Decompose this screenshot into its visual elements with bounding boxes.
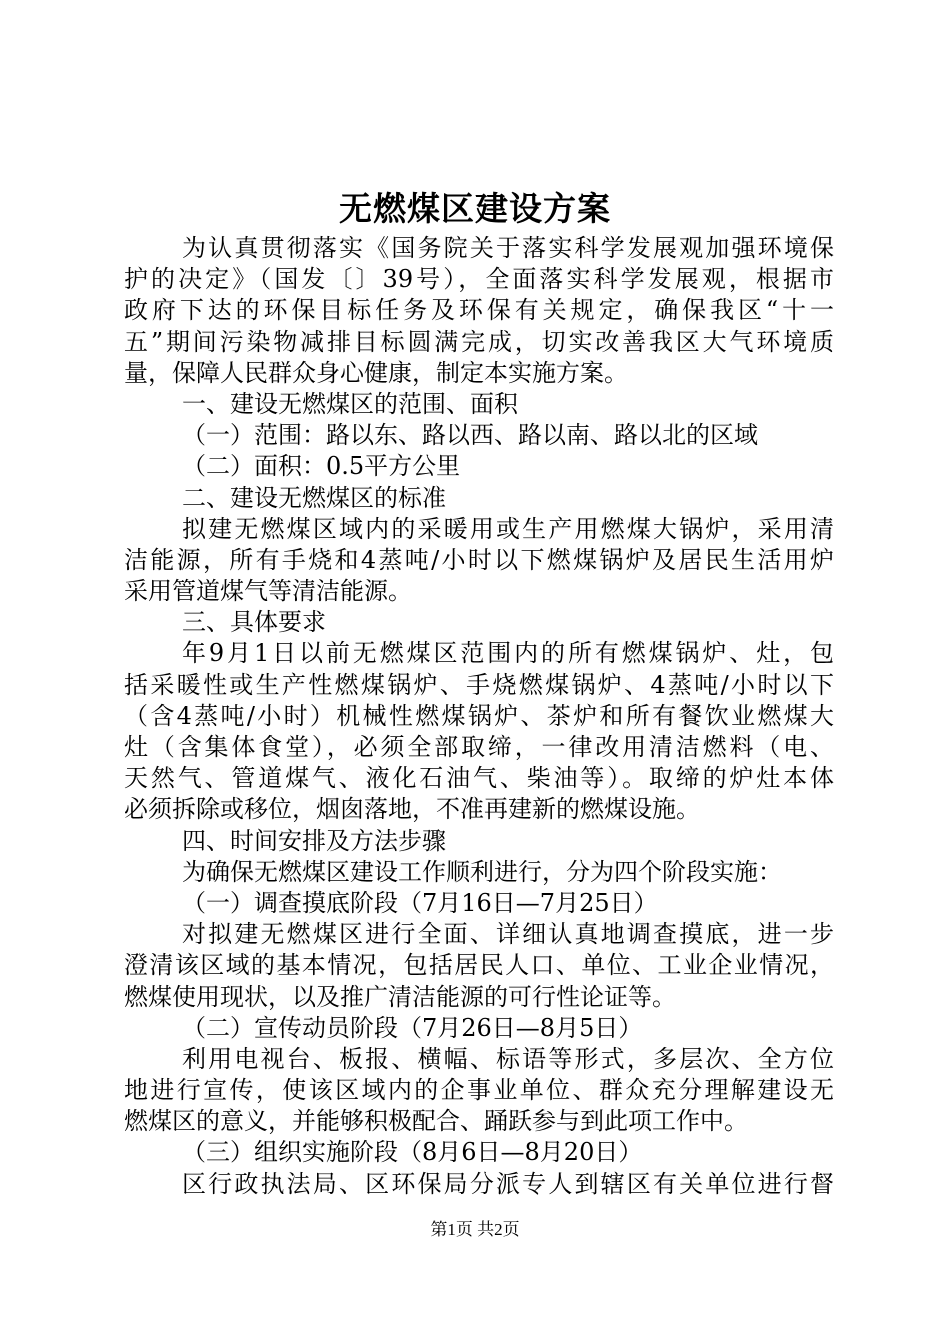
document-title: 无燃煤区建设方案 — [339, 189, 611, 228]
document-body — [124, 233, 834, 1200]
subsection-line: （三）组织实施阶段（8月6日—8月20日） — [182, 1138, 643, 1167]
paragraph-line: 五”期间污染物减排目标圆满完成，切实改善我区大气环境质 — [124, 327, 834, 356]
subsection-line: （二）面积：0.5平方公里 — [182, 452, 461, 481]
section-heading: 三、具体要求 — [182, 608, 326, 637]
paragraph-line: 为认真贯彻落实《国务院关于落实科学发展观加强环境保 — [182, 234, 834, 262]
paragraph-line: 拟建无燃煤区域内的采暖用或生产用燃煤大锅炉，采用清 — [182, 514, 834, 543]
paragraph-line: 澄清该区域的基本情况，包括居民人口、单位、工业企业情况， — [124, 951, 834, 980]
paragraph-line: 利用电视台、板报、横幅、标语等形式，多层次、全方位 — [182, 1044, 834, 1073]
paragraph-line: 采用管道煤气等清洁能源。 — [124, 577, 412, 606]
section-heading: 四、时间安排及方法步骤 — [182, 826, 446, 855]
paragraph-line: 灶（含集体食堂），必须全部取缔，一律改用清洁燃料（电、 — [124, 733, 834, 761]
paragraph-line: 量，保障人民群众身心健康，制定本实施方案。 — [124, 358, 628, 387]
paragraph-line: 为确保无燃煤区建设工作顺利进行，分为四个阶段实施： — [182, 857, 782, 886]
section-heading: 二、建设无燃煤区的标准 — [182, 483, 446, 512]
paragraph-line: 年9月1日以前无燃煤区范围内的所有燃煤锅炉、灶，包 — [182, 639, 834, 668]
paragraph-line: 洁能源，所有手烧和4蒸吨/小时以下燃煤锅炉及居民生活用炉 — [124, 545, 834, 574]
paragraph-line: 燃煤使用现状，以及推广清洁能源的可行性论证等。 — [124, 982, 676, 1011]
paragraph-line: （含4蒸吨/小时）机械性燃煤锅炉、茶炉和所有餐饮业燃煤大 — [124, 701, 834, 730]
paragraph-line: 括采暖性或生产性燃煤锅炉、手烧燃煤锅炉、4蒸吨/小时以下 — [124, 670, 834, 699]
paragraph-line: 政府下达的环保目标任务及环保有关规定，确保我区“十一 — [124, 296, 834, 325]
page-number-footer: 第1页 共2页 — [430, 1220, 520, 1239]
paragraph-line: 对拟建无燃煤区进行全面、详细认真地调查摸底，进一步 — [182, 920, 834, 949]
paragraph-line: 护的决定》（国发〔〕39号），全面落实科学发展观，根据市 — [124, 265, 834, 294]
paragraph-line: 必须拆除或移位，烟囱落地，不准再建新的燃煤设施。 — [124, 795, 700, 824]
subsection-line: （二）宣传动员阶段（7月26日—8月5日） — [182, 1013, 643, 1042]
subsection-line: （一）范围：路以东、路以西、路以南、路以北的区域 — [182, 421, 758, 450]
section-heading: 一、建设无燃煤区的范围、面积 — [182, 389, 518, 418]
subsection-line: （一）调查摸底阶段（7月16日—7月25日） — [182, 888, 658, 917]
paragraph-line: 地进行宣传，使该区域内的企事业单位、群众充分理解建设无 — [124, 1076, 834, 1105]
paragraph-line: 天然气、管道煤气、液化石油气、柴油等）。取缔的炉灶本体 — [124, 764, 834, 793]
paragraph-line: 燃煤区的意义，并能够积极配合、踊跃参与到此项工作中。 — [124, 1107, 748, 1136]
paragraph-line: 区行政执法局、区环保局分派专人到辖区有关单位进行督 — [182, 1169, 834, 1198]
